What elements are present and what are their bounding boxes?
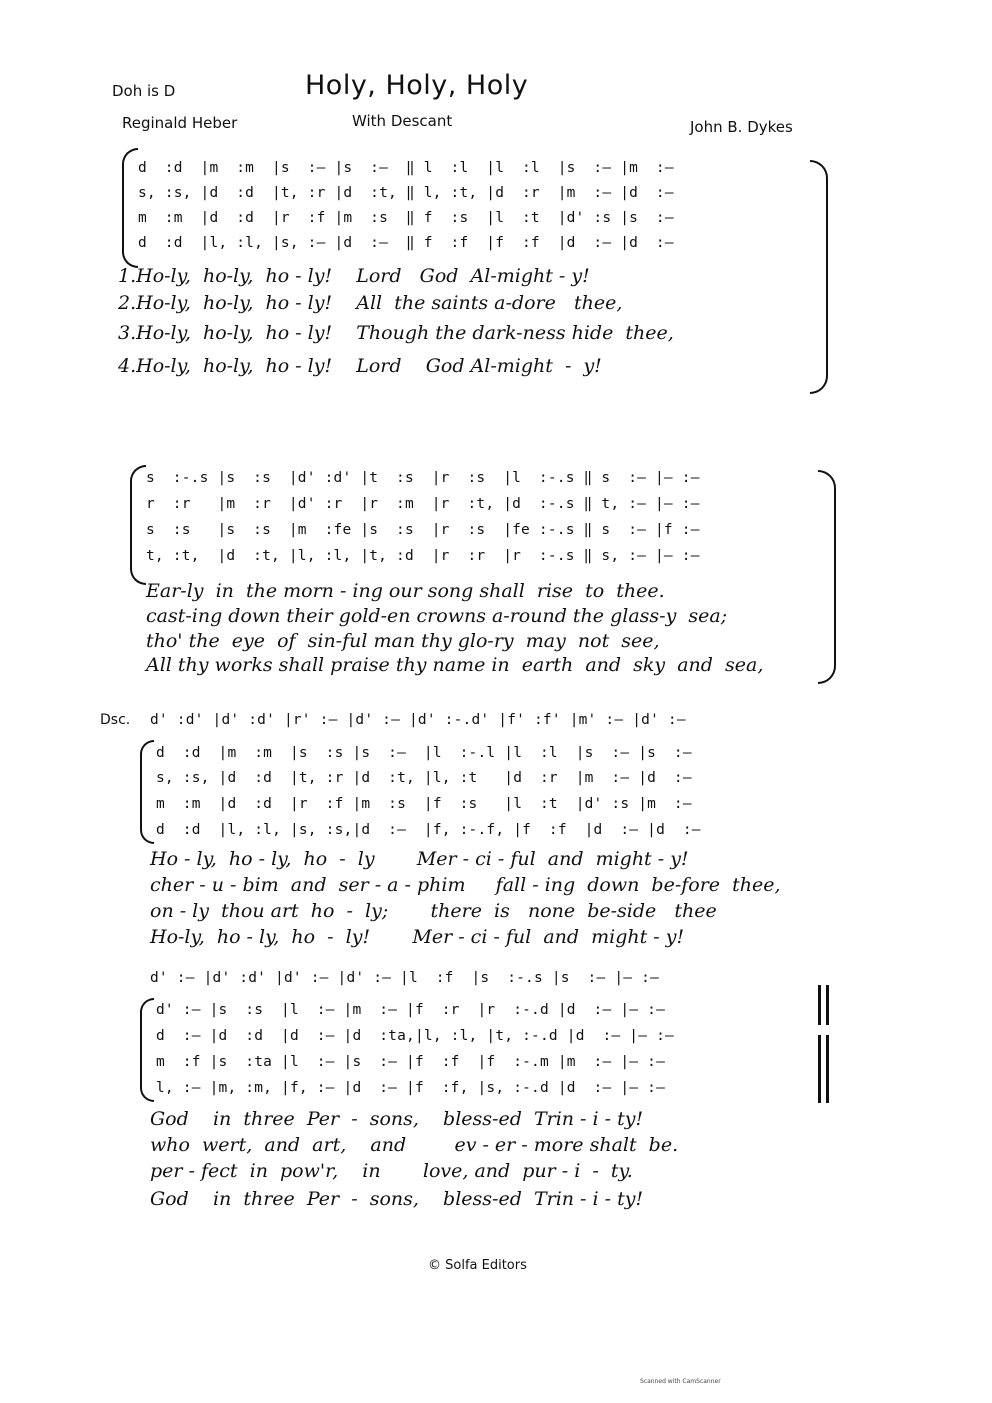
system-3-lyric-4: Ho-ly, ho - ly, ho - ly! Mer - ci - ful and might - y! bbox=[150, 926, 685, 948]
system-1-brace bbox=[122, 148, 138, 268]
final-barline bbox=[818, 1035, 821, 1103]
final-barline-descant bbox=[818, 985, 821, 1025]
system-2-lyric-2: cast-ing down their gold-en crowns a-round the glass-y sea; bbox=[146, 605, 728, 627]
system-4-lyric-2: who wert, and art, and ev - er - more shalt be. bbox=[150, 1134, 679, 1156]
system-3-brace bbox=[140, 740, 154, 844]
system-2-tenor: s :s |s :s |m :fe |s :s |r :s |fe :-.s ‖ s :— |f :— bbox=[146, 522, 700, 538]
system-1-lyric-2: 2.Ho-ly, ho-ly, ho - ly! All the saints a-dore thee, bbox=[118, 292, 623, 314]
system-2-lyric-4: All thy works shall praise thy name in earth and sky and sea, bbox=[146, 654, 764, 676]
system-3-lyric-3: on - ly thou art ho - ly; there is none be-side thee bbox=[150, 900, 717, 922]
system-3-lyric-2: cher - u - bim and ser - a - phim fall - ing down be-fore thee, bbox=[150, 874, 781, 896]
system-4-soprano: d' :— |s :s |l :— |m :— |f :r |r :-.d |d :— |— :— bbox=[156, 1002, 665, 1018]
system-1-bass: d :d |l, :l, |s, :— |d :— ‖ f :f |f :f |d :— |d :— bbox=[138, 235, 674, 251]
system-3-soprano: d :d |m :m |s :s |s :— |l :-.l |l :l |s :— |s :— bbox=[156, 745, 692, 761]
system-4-lyric-4: God in three Per - sons, bless-ed Trin - i - ty! bbox=[150, 1188, 644, 1210]
system-1-lyric-4: 4.Ho-ly, ho-ly, ho - ly! Lord God Al-might - y! bbox=[118, 355, 602, 377]
system-1-alto: s, :s, |d :d |t, :r |d :t, ‖ l, :t, |d :r |m :— |d :— bbox=[138, 185, 674, 201]
system-1-lyric-1: 1.Ho-ly, ho-ly, ho - ly! Lord God Al-might - y! bbox=[118, 265, 590, 287]
system-3-alto: s, :s, |d :d |t, :r |d :t, |l, :t |d :r |m :— |d :— bbox=[156, 770, 692, 786]
system-1-tenor: m :m |d :d |r :f |m :s ‖ f :s |l :t |d' :s |s :— bbox=[138, 210, 674, 226]
final-barline-descant-2 bbox=[826, 985, 829, 1025]
system-2-bass: t, :t, |d :t, |l, :l, |t, :d |r :r |r :-.s ‖ s, :— |— :— bbox=[146, 548, 700, 564]
system-4-bass: l, :— |m, :m, |f, :— |d :— |f :f, |s, :-.d |d :— |— :— bbox=[156, 1080, 665, 1096]
descant-label: Dsc. bbox=[100, 712, 131, 728]
copyright: © Solfa Editors bbox=[428, 1258, 527, 1273]
scanner-watermark: Scanned with CamScanner bbox=[640, 1378, 721, 1385]
final-barline-2 bbox=[826, 1035, 829, 1103]
system-4-lyric-3: per - fect in pow'r, in love, and pur - i - ty. bbox=[150, 1160, 633, 1182]
system-3-descant: d' :d' |d' :d' |r' :— |d' :— |d' :-.d' |f' :f' |m' :— |d' :— bbox=[150, 712, 686, 728]
system-2-brace bbox=[130, 465, 146, 585]
system-4-descant: d' :— |d' :d' |d' :— |d' :— |l :f |s :-.s |s :— |— :— bbox=[150, 970, 659, 986]
system-2-lyric-3: tho' the eye of sin-ful man thy glo-ry may not see, bbox=[146, 630, 660, 652]
system-4-lyric-1: God in three Per - sons, bless-ed Trin - i - ty! bbox=[150, 1108, 644, 1130]
system-1-lyric-3: 3.Ho-ly, ho-ly, ho - ly! Though the dark-ness hide thee, bbox=[118, 322, 674, 344]
page-title: Holy, Holy, Holy bbox=[305, 70, 529, 101]
system-4-alto: d :— |d :d |d :— |d :ta,|l, :l, |t, :-.d |d :— |— :— bbox=[156, 1028, 674, 1044]
page-subtitle: With Descant bbox=[352, 112, 453, 130]
key-signature: Doh is D bbox=[112, 82, 176, 100]
system-3-lyric-1: Ho - ly, ho - ly, ho - ly Mer - ci - ful and might - y! bbox=[150, 848, 689, 870]
system-4-tenor: m :f |s :ta |l :— |s :— |f :f |f :-.m |m :— |— :— bbox=[156, 1054, 665, 1070]
system-4-brace bbox=[140, 998, 154, 1102]
system-2-alto: r :r |m :r |d' :r |r :m |r :t, |d :-.s ‖ t, :— |— :— bbox=[146, 496, 700, 512]
system-2-soprano: s :-.s |s :s |d' :d' |t :s |r :s |l :-.s ‖ s :— |— :— bbox=[146, 470, 700, 486]
lyricist: Reginald Heber bbox=[122, 114, 238, 132]
system-2-lyric-1: Ear-ly in the morn - ing our song shall rise to thee. bbox=[146, 580, 665, 602]
system-3-bass: d :d |l, :l, |s, :s,|d :— |f, :-.f, |f :f |d :— |d :— bbox=[156, 822, 701, 838]
composer: John B. Dykes bbox=[690, 118, 793, 136]
system-1-soprano: d :d |m :m |s :— |s :— ‖ l :l |l :l |s :— |m :— bbox=[138, 160, 674, 176]
system-2-right-brace bbox=[818, 470, 836, 684]
system-3-tenor: m :m |d :d |r :f |m :s |f :s |l :t |d' :s |m :— bbox=[156, 796, 692, 812]
system-1-right-brace bbox=[810, 160, 828, 394]
